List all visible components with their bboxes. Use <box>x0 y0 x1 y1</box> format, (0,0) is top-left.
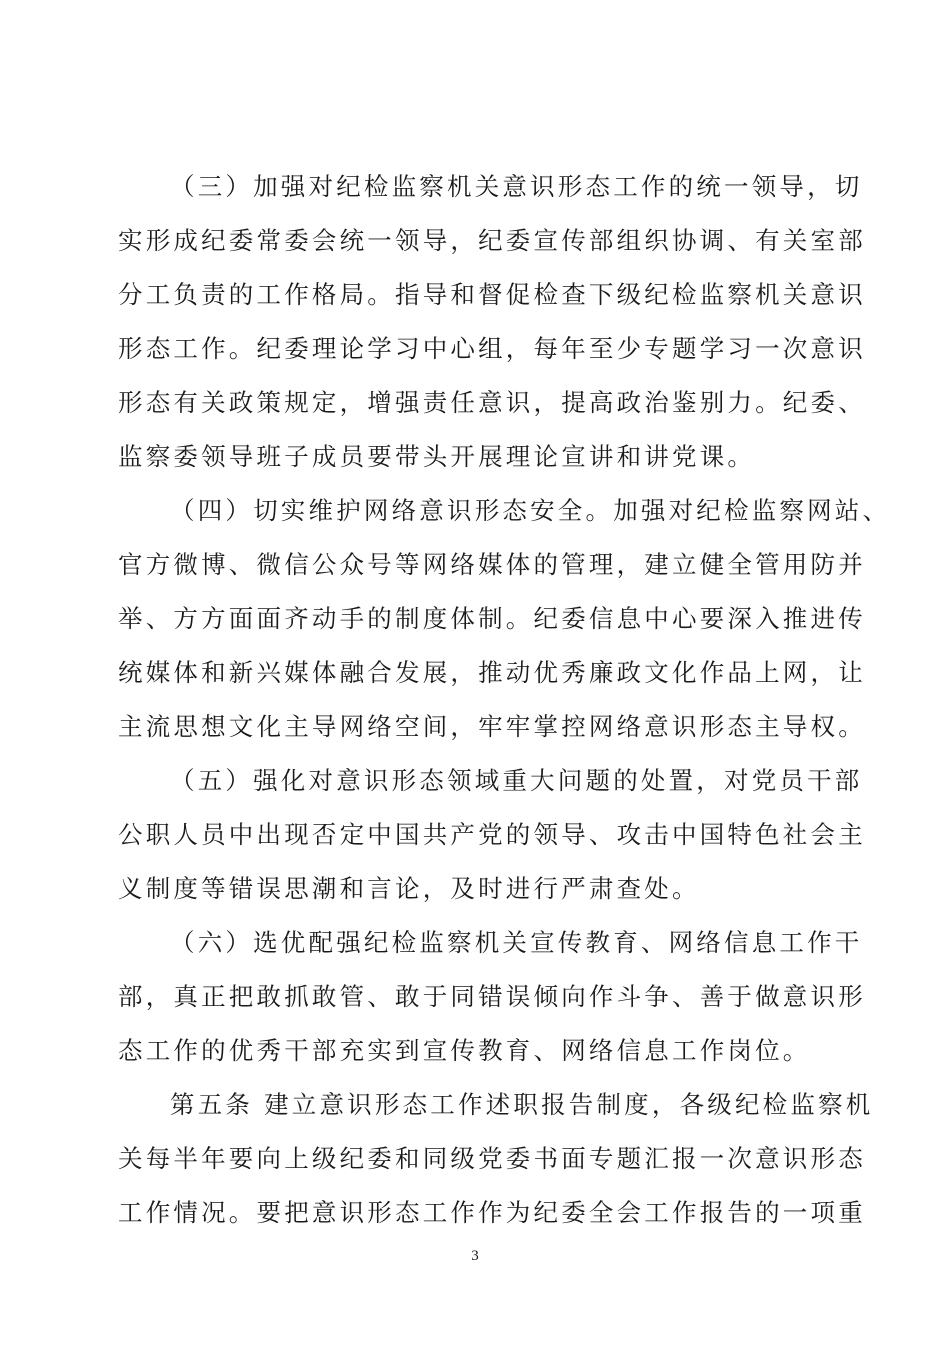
paragraph-4-line-3: 举、方方面面齐动手的制度体制。纪委信息中心要深入推进传 <box>118 604 866 633</box>
paragraph-3-line-5: 形态有关政策规定，增强责任意识，提高政治鉴别力。纪委、 <box>118 388 866 417</box>
page-number: 3 <box>471 1248 479 1264</box>
document-body <box>118 160 891 1240</box>
article-5-line-2: 关每半年要向上级纪委和同级党委书面专题汇报一次意识形态 <box>118 1144 866 1173</box>
paragraph-3-line-3: 分工负责的工作格局。指导和督促检查下级纪检监察机关意识 <box>118 280 866 309</box>
paragraph-5-line-1: （五）强化对意识形态领域重大问题的处置，对党员干部 <box>170 766 863 795</box>
paragraph-6-line-2: 部，真正把敢抓敢管、敢于同错误倾向作斗争、善于做意识形 <box>118 982 866 1011</box>
paragraph-3-line-4: 形态工作。纪委理论学习中心组，每年至少专题学习一次意识 <box>118 334 866 363</box>
paragraph-3-line-2: 实形成纪委常委会统一领导，纪委宣传部组织协调、有关室部 <box>118 226 866 255</box>
article-5-line-3: 工作情况。要把意识形态工作作为纪委全会工作报告的一项重 <box>118 1198 866 1227</box>
article-5-line-1: 第五条 建立意识形态工作述职报告制度，各级纪检监察机 <box>170 1090 874 1119</box>
paragraph-3-line-6: 监察委领导班子成员要带头开展理论宣讲和讲党课。 <box>118 442 756 471</box>
paragraph-4-line-2: 官方微博、微信公众号等网络媒体的管理，建立健全管用防并 <box>118 550 866 579</box>
paragraph-5-line-2: 公职人员中出现否定中国共产党的领导、攻击中国特色社会主 <box>118 820 866 849</box>
paragraph-4-line-1: （四）切实维护网络意识形态安全。加强对纪检监察网站、 <box>170 496 891 525</box>
paragraph-5-line-3: 义制度等错误思潮和言论，及时进行严肃查处。 <box>118 874 700 903</box>
paragraph-4-line-4: 统媒体和新兴媒体融合发展，推动优秀廉政文化作品上网，让 <box>118 658 866 687</box>
paragraph-6-line-1: （六）选优配强纪检监察机关宣传教育、网络信息工作干 <box>170 928 863 957</box>
paragraph-3-line-1: （三）加强对纪检监察机关意识形态工作的统一领导，切 <box>170 172 863 201</box>
paragraph-4-line-5: 主流思想文化主导网络空间，牢牢掌控网络意识形态主导权。 <box>118 712 866 741</box>
paragraph-6-line-3: 态工作的优秀干部充实到宣传教育、网络信息工作岗位。 <box>118 1036 811 1065</box>
